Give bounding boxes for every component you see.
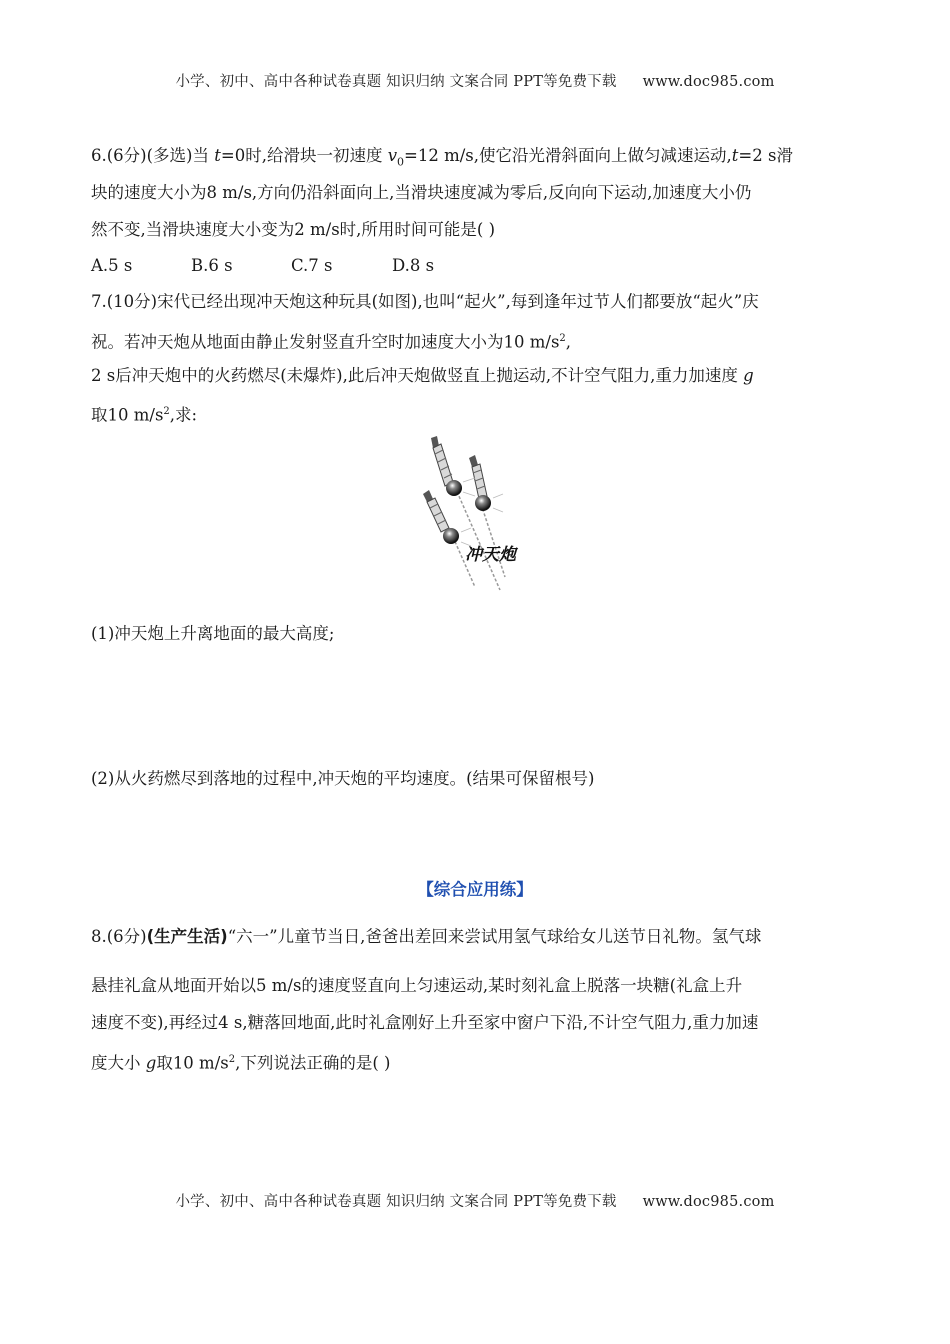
q6-option-c[interactable]: C.7 s <box>291 256 333 275</box>
q6-option-b[interactable]: B.6 s <box>191 256 233 275</box>
q7-line-4: 取10 $m/s^2$,求: <box>91 405 198 425</box>
firework-rockets-illustration <box>405 432 545 592</box>
page-footer <box>0 1190 950 1211</box>
q7-line-1: 7.(10分)宋代已经出现冲天炮这种玩具(如图),也叫“起火”,每到逢年过节人们都要放“起火”庆 <box>91 292 759 311</box>
q7-line-2: 祝。若冲天炮从地面由静止发射竖直升空时加速度大小为10 $m/s^2$, <box>91 332 572 352</box>
rocket-1 <box>431 436 462 496</box>
header-url[interactable]: www.doc985.com <box>642 74 775 90</box>
figure-label: 冲天炮 <box>465 545 516 565</box>
q6-option-d[interactable]: D.8 s <box>392 256 435 275</box>
page-header <box>0 70 950 91</box>
rocket-3 <box>423 490 459 544</box>
q7-subquestion-2: (2)从火药燃尽到落地的过程中,冲天炮的平均速度。(结果可保留根号) <box>91 769 595 788</box>
q6-options <box>91 254 511 278</box>
footer-url[interactable]: www.doc985.com <box>642 1194 775 1210</box>
section-title: 【综合应用练】 <box>417 880 533 899</box>
q6-line-1: 6.(6分)(多选)当 t=0时,给滑块一初速度 $v_0=12$ m/s,使它沿光滑斜面向上做匀减速运动,t=2 s滑 <box>91 146 793 169</box>
footer-text: 小学、初中、高中各种试卷真题 知识归纳 文案合同 PPT等免费下载 <box>175 1194 617 1210</box>
q6-line-3: 然不变,当滑块速度大小变为2 m/s时,所用时间可能是( ) <box>91 220 496 239</box>
rocket-figure <box>405 432 545 592</box>
rocket-2 <box>469 455 491 511</box>
q6-line-2: 块的速度大小为8 m/s,方向仍沿斜面向上,当滑块速度减为零后,反向向下运动,加速度大小仍 <box>91 183 752 202</box>
q8-line-2: 悬挂礼盒从地面开始以5 m/s的速度竖直向上匀速运动,某时刻礼盒上脱落一块糖(礼盒上升 <box>91 976 743 995</box>
header-text: 小学、初中、高中各种试卷真题 知识归纳 文案合同 PPT等免费下载 <box>175 74 617 90</box>
q8-line-4: 度大小 g取10 $m/s^2$,下列说法正确的是( ) <box>91 1053 391 1073</box>
q8-line-1: 8.(6分)(生产生活)“六一”儿童节当日,爸爸出差回来尝试用氢气球给女儿送节日礼物。氢气球 <box>91 927 762 946</box>
q8-category-tag: (生产生活) <box>146 927 228 946</box>
q7-subquestion-1: (1)冲天炮上升离地面的最大高度; <box>91 624 335 643</box>
q6-option-a[interactable]: A.5 s <box>91 256 133 275</box>
q7-line-3: 2 s后冲天炮中的火药燃尽(未爆炸),此后冲天炮做竖直上抛运动,不计空气阻力,重力加速度 g <box>91 366 754 385</box>
q8-line-3: 速度不变),再经过4 s,糖落回地面,此时礼盒刚好上升至家中窗户下沿,不计空气阻力,重力加速 <box>91 1013 759 1032</box>
